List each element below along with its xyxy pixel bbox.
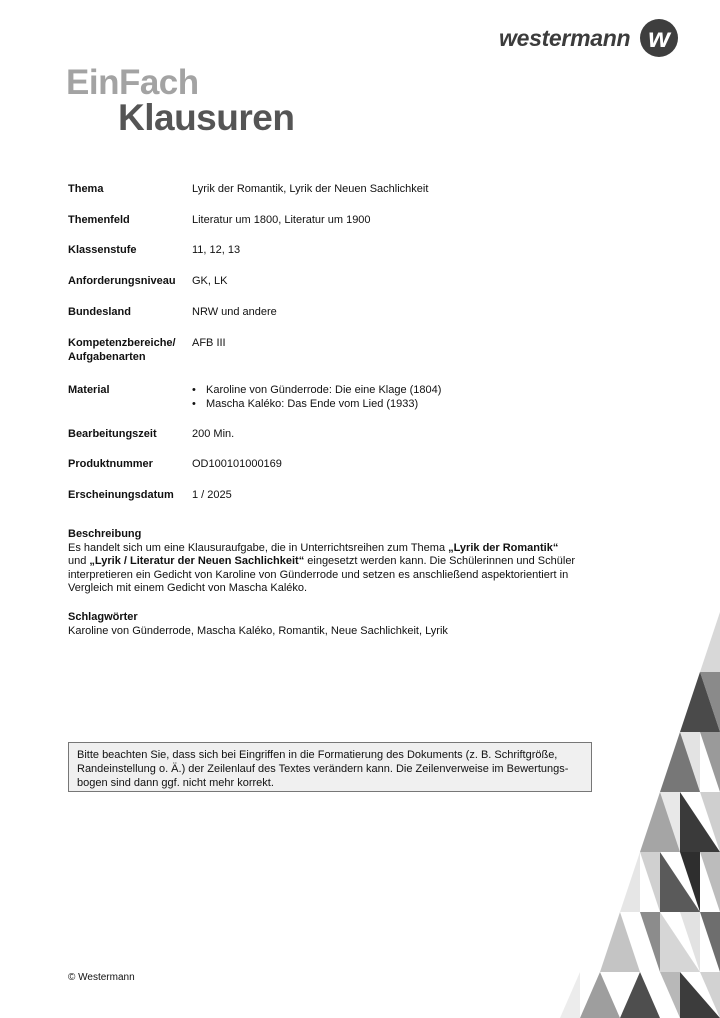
meta-label: Bundesland: [68, 306, 131, 318]
material-item: • Mascha Kaléko: Das Ende vom Lied (1933): [192, 398, 419, 410]
meta-value: GK, LK: [192, 275, 228, 287]
meta-value: NRW und andere: [192, 306, 277, 318]
notice-text: Bitte beachten Sie, dass sich bei Eingriffen in die Formatierung des Dokuments (z. B. Schriftgröße, Randeinstellung o. Ä.) der Zeilenlauf des Textes verändern kann. Die Zeilenverweise im Bewertungs-bogen sind dann ggf. nicht mehr korrekt.: [77, 749, 569, 789]
series-title-line1: EinFach: [66, 63, 199, 102]
meta-value: Literatur um 1800, Literatur um 1900: [192, 214, 371, 226]
logo-letter: w: [648, 22, 670, 53]
meta-label: Bearbeitungszeit: [68, 428, 157, 440]
footer-copyright: © Westermann: [68, 972, 135, 983]
schlagwoerter-heading: Schlagwörter: [68, 611, 138, 623]
beschreibung-heading: Beschreibung: [68, 528, 142, 540]
triangle-tiles: [560, 612, 720, 1018]
meta-value: 200 Min.: [192, 428, 235, 440]
meta-label: Erscheinungsdatum: [68, 489, 174, 501]
meta-label: Material: [68, 384, 110, 396]
meta-label-line1: Kompetenzbereiche/: [68, 337, 176, 349]
meta-value: AFB III: [192, 337, 226, 349]
meta-label: Themenfeld: [68, 214, 130, 226]
schlagwoerter-text: Karoline von Günderrode, Mascha Kaléko, Romantik, Neue Sachlichkeit, Lyrik: [68, 624, 448, 637]
meta-label: Klassenstufe: [68, 244, 137, 256]
beschreibung-text: Es handelt sich um eine Klausuraufgabe, die in Unterrichtsreihen zum Thema „Lyrik der Romantik“ und „Lyrik / Literatur der Neuen Sachlichkeit“ eingesetzt werden kann. Die Schülerinnen und Schüler interpretieren ein Gedicht von Karoline von Günderrode und setzen es anschließend aspektorientiert in Vergleich mit einem Gedicht von Mascha Kaléko.: [68, 541, 576, 594]
meta-label: Thema: [68, 183, 104, 195]
meta-value: 1 / 2025: [192, 489, 232, 501]
meta-label: Produktnummer: [68, 458, 153, 470]
meta-value: 11, 12, 13: [192, 244, 241, 256]
meta-label-line2: Aufgabenarten: [68, 351, 146, 363]
meta-label: Anforderungsniveau: [68, 275, 176, 287]
meta-value: Lyrik der Romantik, Lyrik der Neuen Sachlichkeit: [192, 183, 429, 195]
brand-wordmark: westermann: [499, 25, 631, 51]
series-title-line2: Klausuren: [118, 97, 295, 138]
meta-value: OD100101000169: [192, 458, 282, 470]
material-item: • Karoline von Günderrode: Die eine Klage (1804): [192, 384, 442, 396]
